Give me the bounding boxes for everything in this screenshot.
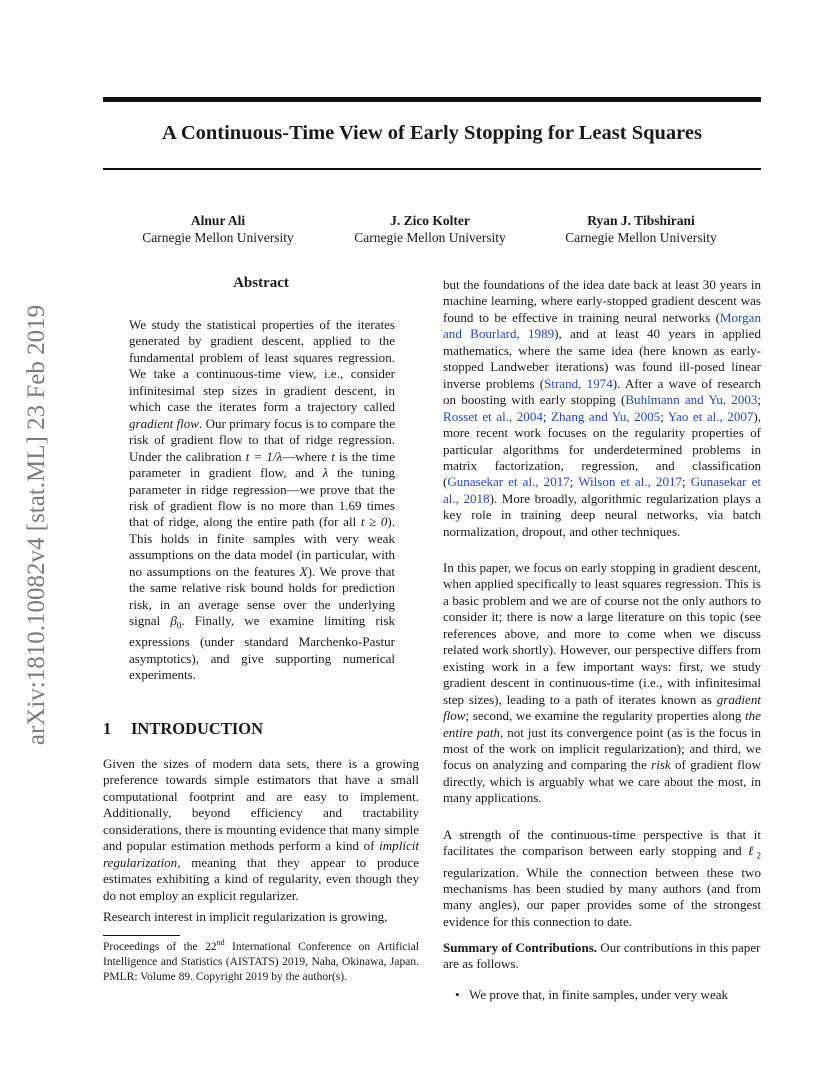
section-number: 1 (103, 719, 112, 738)
summary-heading: Summary of Contributions. (443, 940, 598, 955)
author-block-1 (118, 212, 318, 246)
title-bottom-rule (103, 168, 761, 170)
citation-link[interactable]: Wilson et al., 2017 (578, 474, 683, 490)
right-paragraph-3: A strength of the continuous-time perspective is that it facilitates the comparison between early stopping and ℓ$_2$ regularization. While the connection between these two mechanisms has been studied by many authors (and from many angles), our paper provides some of the strongest evidence for this connection to date. (443, 827, 761, 929)
section-heading (103, 719, 263, 739)
bullet-icon: • (455, 987, 460, 1002)
citation-link[interactable]: Gunasekar et al., 2018 (443, 474, 761, 506)
citation-link[interactable]: Gunasekar et al., 2017 (447, 474, 570, 490)
citation-link[interactable]: Buhlmann and Yu, 2003 (625, 392, 758, 408)
intro-paragraph-1: Given the sizes of modern data sets, there is a growing preference towards simple estimators that have a small computational footprint and are easy to implement. Additionally, beyond efficiency and tractability considerations, there is mounting evidence that many simple and popular estimation methods perform a kind of implicit regularization, meaning that they appear to produce estimates exhibiting a kind of regularity, even though they do not employ an explicit regularizer. (103, 756, 419, 903)
list-item: • We prove that, in finite samples, under very weak (455, 987, 729, 1002)
author-name: Alnur Ali (190, 213, 246, 228)
citation-link[interactable]: Zhang and Yu, 2005 (551, 408, 661, 424)
author-affiliation: Carnegie Mellon University (565, 230, 717, 245)
right-paragraph-1: but the foundations of the idea date back at least 30 years in machine learning, where early-stopped gradient descent was found to be effective in training neural networks (Morgan and Bourlard, 1989), and at least 40 years in applied mathematics, where the same idea (here known as early-stopped Landweber iterations) was found ill-posed linear inverse problems (Strand, 1974). After a wave of research on boosting with early stopping (Buhlmann and Yu, 2003; Rosset et al., 2004; Zhang and Yu, 2005; Yao et al., 2007), more recent work focuses on the regularity properties of particular algorithms for underdetermined problems in matrix factorization, regression, and classification (Gunasekar et al., 2017; Wilson et al., 2017; Gunasekar et al., 2018). More broadly, algorithmic regularization plays a key role in training deep neural networks, via batch normalization, dropout, and other techniques. (443, 277, 762, 539)
citation-link[interactable]: Morgan and Bourlard, 1989 (443, 309, 761, 342)
intro-paragraph-2: Research interest in implicit regularization is growing, (103, 909, 388, 924)
author-affiliation: Carnegie Mellon University (354, 230, 506, 245)
author-name: Ryan J. Tibshirani (587, 213, 695, 228)
abstract-text: We study the statistical properties of the iterates generated by gradient descent, applied to the fundamental problem of least squares regression. We take a continuous-time view, i.e., consider infinitesimal step sizes in gradient descent, in which case the iterates form a trajectory called gradient flow. Our primary focus is to compare the risk of gradient flow to that of ridge regression. Under the calibration t = 1/λ—where t is the time parameter in gradient flow, and λ the tuning parameter in ridge regression—we prove that the risk of gradient flow is no more than 1.69 times that of ridge, along the entire path (for all t ≥ 0). This holds in finite samples with very weak assumptions on the data model (in particular, with no assumptions on the features X). We prove that the same relative risk bound holds for prediction risk, in an average sense over the underlying signal $\beta_0$. Finally, we examine limiting risk expressions (under standard Marchenko-Pastur asymptotics), and give supporting numerical experiments. (129, 317, 396, 683)
footnote: Proceedings of the 22nd International Conference on Artificial Intelligence and Statistics (AISTATS) 2019, Naha, Okinawa, Japan. PMLR: Volume 89. Copyright 2019 by the author(s). (103, 938, 419, 984)
author-block-2 (330, 212, 530, 246)
citation-link[interactable]: Rosset et al., 2004 (443, 408, 543, 424)
abstract-heading: Abstract (233, 275, 289, 291)
author-block-3 (541, 212, 741, 246)
author-affiliation: Carnegie Mellon University (142, 230, 294, 245)
citation-link[interactable]: Yao et al., 2007 (667, 408, 754, 424)
author-name: J. Zico Kolter (390, 213, 470, 228)
citation-link[interactable]: Strand, 1974 (544, 375, 613, 391)
title-top-rule (103, 97, 761, 102)
footnote-rule (103, 935, 180, 936)
summary-paragraph: Summary of Contributions. Our contributions in this paper are as follows. (443, 940, 761, 972)
paper-title: A Continuous-Time View of Early Stopping for Least Squares (162, 122, 702, 144)
right-paragraph-2: In this paper, we focus on early stopping in gradient descent, when applied specifically to least squares regression. This is a basic problem and we are of course not the only authors to consider it; there is now a large literature on this topic (see references above, and more to come when we discuss related work shortly). However, our perspective differs from existing work in a few important ways: first, we study gradient descent in continuous-time (i.e., with infinitesimal step sizes), leading to a path of iterates known as gradient flow; second, we examine the regularity properties along the entire path, not just its convergence point (as is the focus in most of the work on implicit regularization); and third, we focus on analyzing and comparing the risk of gradient flow directly, which is arguably what we care about the most, in many applications. (443, 560, 762, 806)
section-title: INTRODUCTION (131, 719, 264, 738)
